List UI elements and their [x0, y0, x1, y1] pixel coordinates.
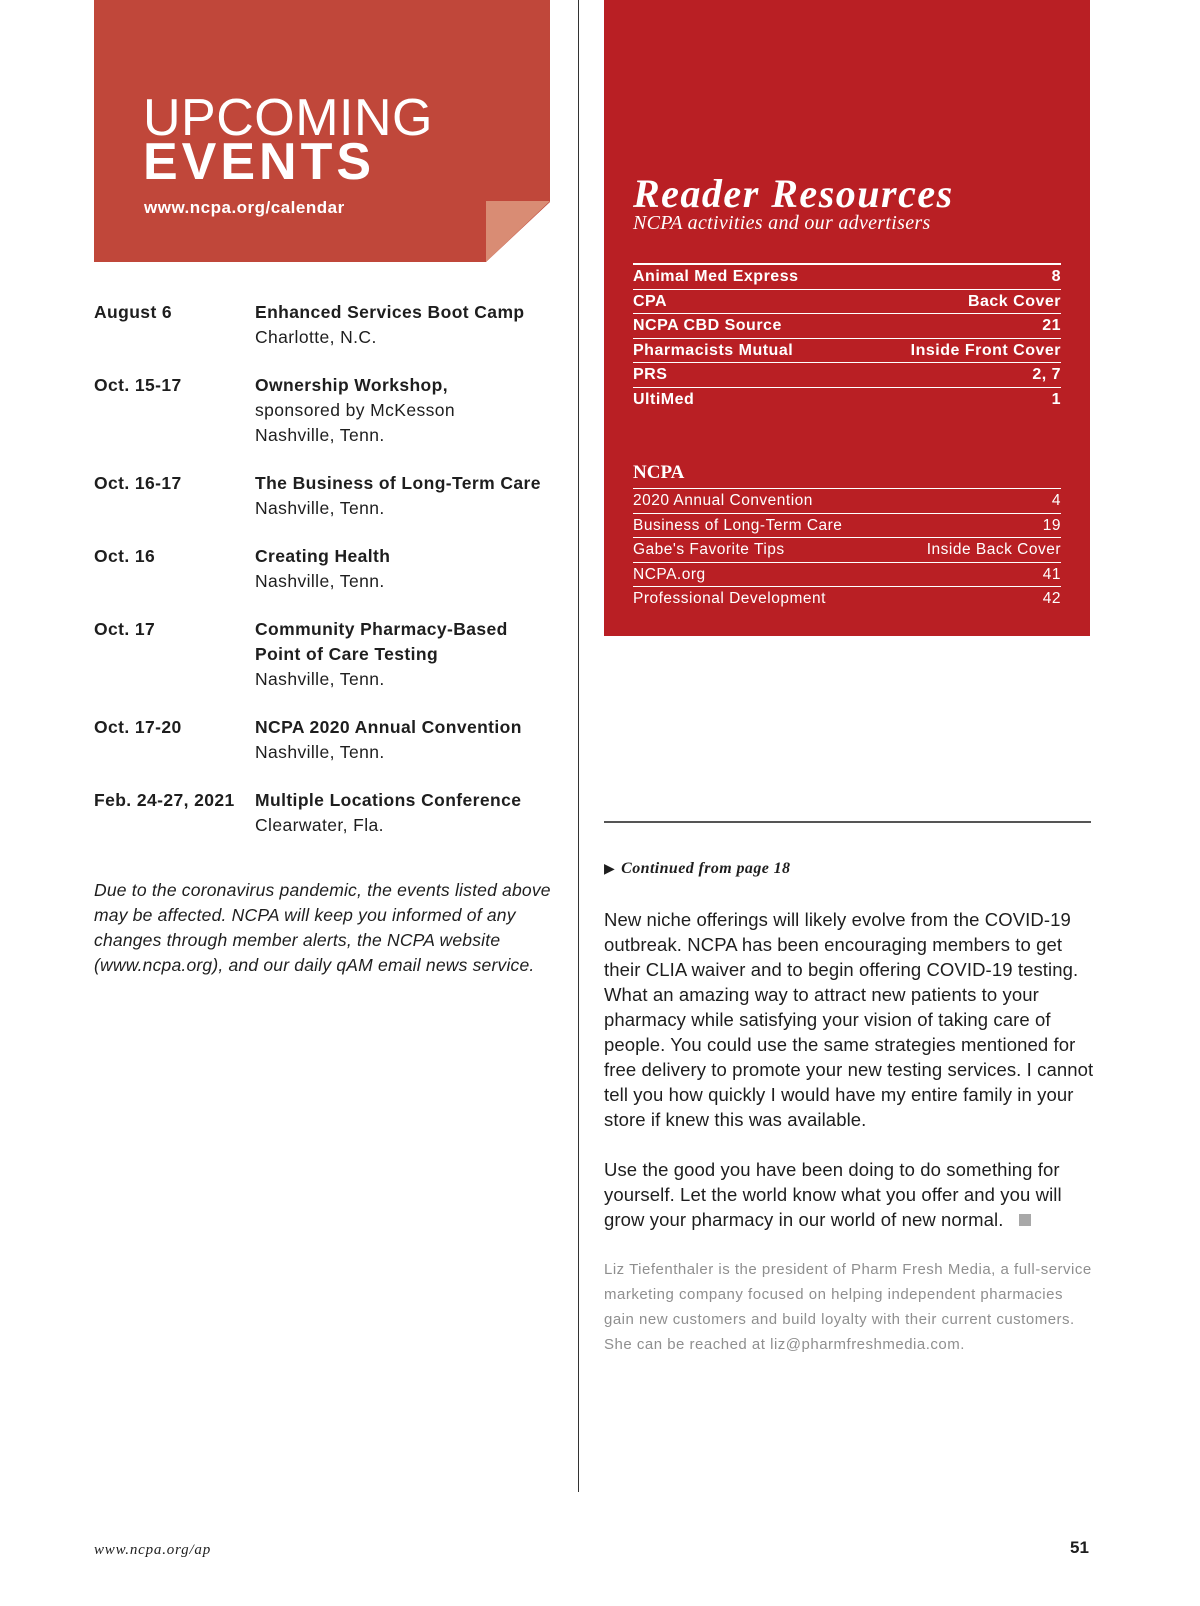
event-location: Nashville, Tenn. — [255, 742, 385, 762]
advertiser-name: UltiMed — [633, 390, 695, 408]
reader-resources-subtitle: NCPA activities and our advertisers — [633, 212, 931, 234]
event-item — [94, 471, 554, 521]
calendar-link[interactable]: www.ncpa.org/calendar — [144, 198, 345, 217]
event-item — [94, 715, 554, 765]
table-row — [633, 513, 1061, 538]
ncpa-item-name: 2020 Annual Convention — [633, 492, 813, 509]
event-location: Nashville, Tenn. — [255, 571, 385, 591]
event-item — [94, 300, 554, 350]
event-date: August 6 — [94, 302, 173, 322]
event-item — [94, 544, 554, 594]
continued-from-label — [604, 860, 790, 878]
event-date: Oct. 15-17 — [94, 375, 182, 395]
section-rule — [604, 821, 1091, 823]
event-name: Multiple Locations Conference — [255, 790, 522, 810]
event-name: The Business of Long-Term Care — [255, 473, 541, 493]
event-item — [94, 617, 554, 692]
title-line-events: EVENTS — [143, 133, 376, 191]
ncpa-item-name: Business of Long-Term Care — [633, 516, 843, 534]
ncpa-item-page: 42 — [1042, 590, 1061, 608]
event-date: Oct. 17-20 — [94, 717, 182, 737]
play-triangle-icon: ▶ — [604, 862, 616, 877]
event-date: Feb. 24-27, 2021 — [94, 790, 235, 810]
event-name: Creating Health — [255, 546, 391, 566]
ncpa-table — [633, 488, 1061, 611]
ncpa-item-page: 4 — [1051, 492, 1061, 509]
advertiser-page: 1 — [1051, 390, 1061, 408]
continued-text: Continued from page 18 — [621, 860, 791, 877]
ncpa-item-name: Gabe's Favorite Tips — [633, 541, 785, 559]
advertiser-page: 8 — [1051, 268, 1061, 285]
ncpa-section-heading: NCPA — [633, 462, 685, 483]
ncpa-item-page: 41 — [1042, 565, 1061, 583]
page-number: 51 — [1070, 1538, 1089, 1557]
events-disclaimer: Due to the coronavirus pandemic, the events listed above may be affected. NCPA will keep you informed of any changes through member alerts, the NCPA website (www.ncpa.org), and our daily qAM email news service. — [94, 880, 551, 975]
event-name: Community Pharmacy-Based Point of Care Testing — [255, 619, 508, 664]
reader-resources-panel — [604, 0, 1090, 636]
upcoming-events-title — [143, 89, 433, 191]
event-item — [94, 788, 554, 838]
article-paragraph-final — [604, 1157, 1094, 1232]
event-location: Nashville, Tenn. — [255, 669, 385, 689]
event-location: Clearwater, Fla. — [255, 815, 384, 835]
author-bio: Liz Tiefenthaler is the president of Pharm Fresh Media, a full-service marketing company focused on helping independent pharmacies gain new customers and build loyalty with their current customers. She can be reached at liz@pharmfreshmedia.com. — [604, 1261, 1092, 1353]
table-row — [633, 289, 1061, 314]
table-row — [633, 537, 1061, 562]
event-location: Charlotte, N.C. — [255, 327, 377, 347]
advertiser-page: Inside Front Cover — [910, 341, 1061, 359]
event-name: NCPA 2020 Annual Convention — [255, 717, 522, 737]
advertiser-page: Back Cover — [967, 292, 1061, 310]
ncpa-item-page: 19 — [1042, 516, 1061, 534]
event-name: Enhanced Services Boot Camp — [255, 302, 525, 322]
table-row — [633, 387, 1061, 412]
ncpa-item-page: Inside Back Cover — [926, 541, 1061, 559]
table-row — [633, 586, 1061, 611]
column-divider — [578, 0, 579, 1492]
ncpa-item-name: NCPA.org — [633, 565, 706, 583]
table-row — [633, 562, 1061, 587]
reader-resources-title: Reader Resources — [633, 171, 954, 216]
advertiser-page: 2, 7 — [1032, 366, 1061, 384]
event-location: Nashville, Tenn. — [255, 425, 385, 445]
event-sponsor: sponsored by McKesson — [255, 400, 456, 420]
ncpa-item-name: Professional Development — [633, 590, 826, 608]
title-line-upcoming: UPCOMING — [143, 89, 433, 147]
end-mark-square-icon — [1019, 1214, 1031, 1226]
event-name: Ownership Workshop, — [255, 375, 448, 395]
advertiser-name: CPA — [633, 292, 668, 310]
table-row — [633, 488, 1061, 513]
table-row — [633, 362, 1061, 387]
event-date: Oct. 16-17 — [94, 473, 182, 493]
advertisers-table — [633, 263, 1061, 412]
events-list — [94, 300, 554, 861]
event-date: Oct. 16 — [94, 546, 156, 566]
article-paragraph: New niche offerings will likely evolve from the COVID-19 outbreak. NCPA has been encouraging members to get their CLIA waiver and to begin offering COVID-19 testing. What an amazing way to attract new patients to your pharmacy while satisfying your vision of taking care of people. You could use the same strategies mentioned for free delivery to promote your new testing services. I cannot tell you how quickly I would have my entire family in your store if knew this was available. — [604, 909, 1094, 1130]
event-date: Oct. 17 — [94, 619, 156, 639]
advertiser-page: 21 — [1042, 317, 1061, 335]
table-row — [633, 338, 1061, 363]
event-location: Nashville, Tenn. — [255, 498, 385, 518]
advertiser-name: Pharmacists Mutual — [633, 341, 794, 359]
advertiser-name: PRS — [633, 366, 668, 384]
table-row — [633, 313, 1061, 338]
event-item — [94, 373, 554, 448]
advertiser-name: Animal Med Express — [633, 268, 799, 285]
footer-url: www.ncpa.org/ap — [94, 1542, 212, 1558]
advertiser-name: NCPA CBD Source — [633, 317, 782, 335]
article-paragraph-text: Use the good you have been doing to do something for yourself. Let the world know what you offer and you will grow your pharmacy in our world of new normal. — [604, 1159, 1062, 1230]
table-row — [633, 263, 1061, 289]
